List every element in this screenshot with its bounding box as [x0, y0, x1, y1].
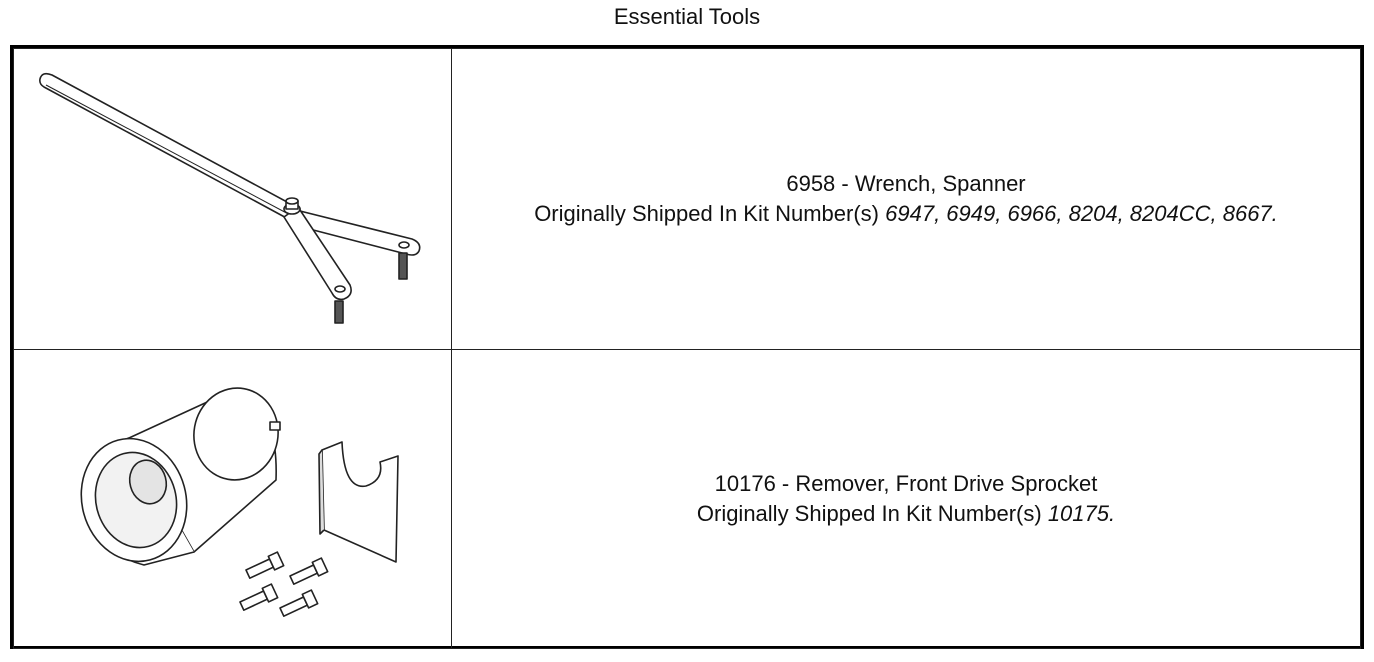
tool-image-cell [14, 350, 452, 649]
tool-description-cell [452, 49, 1361, 350]
table-row [14, 49, 1361, 350]
page-title: Essential Tools [613, 4, 761, 29]
kit-prefix: Originally Shipped In Kit Number(s) [696, 501, 1042, 526]
kit-numbers: 6947, 6949, 6966, 8204, 8204CC, 8667 [885, 201, 1272, 226]
tool-name: 10176 - Remover, Front Drive Sprocket [714, 471, 1098, 496]
kit-line [452, 199, 1360, 229]
tool-image-cell [14, 49, 452, 350]
table-row [14, 350, 1361, 649]
tool-description-cell [452, 350, 1361, 649]
kit-numbers: 10175 [1047, 501, 1109, 526]
kit-line [452, 499, 1360, 529]
tools-table [13, 48, 1361, 649]
spanner-wrench-icon [14, 49, 451, 349]
kit-suffix: . [1109, 501, 1116, 526]
kit-prefix: Originally Shipped In Kit Number(s) [534, 201, 879, 226]
sprocket-remover-icon [14, 350, 451, 648]
tool-name: 6958 - Wrench, Spanner [786, 171, 1026, 196]
kit-suffix: . [1271, 201, 1278, 226]
tools-table-frame [10, 45, 1364, 649]
